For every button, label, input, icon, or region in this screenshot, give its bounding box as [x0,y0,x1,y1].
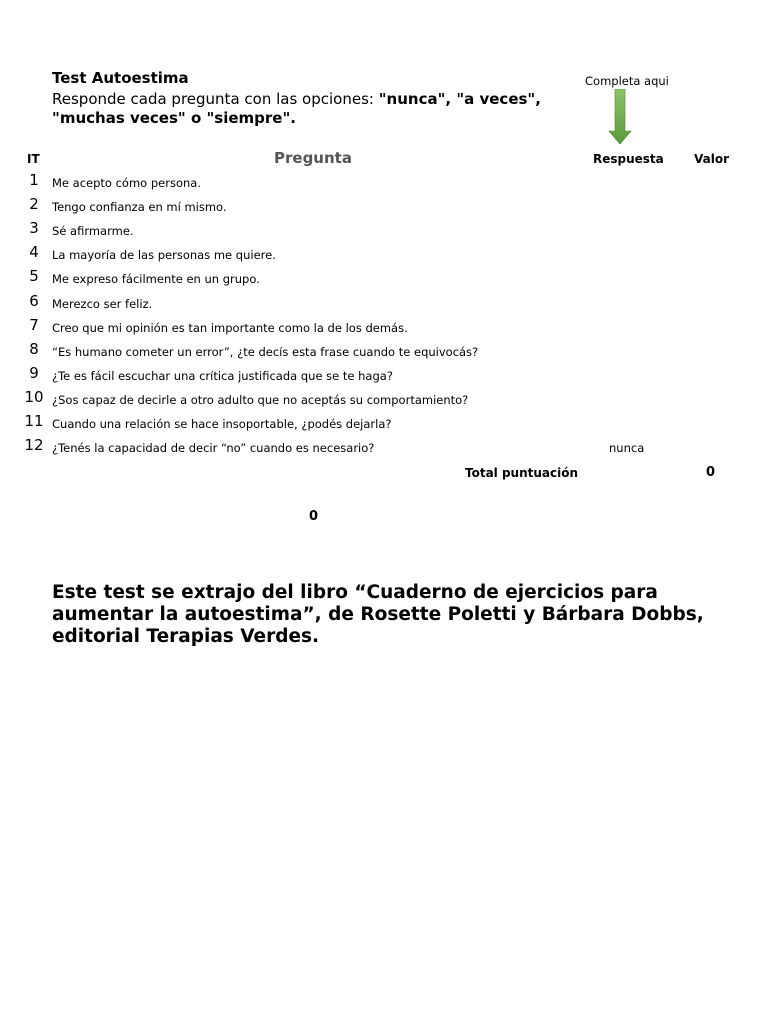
instruction-prefix: Responde cada pregunta con las opciones: [52,90,379,108]
row-number: 12 [24,436,44,455]
row-question: ¿Sos capaz de decirle a otro adulto que no aceptás su comportamiento? [52,392,469,407]
row-question: Tengo confianza en mí mismo. [52,200,227,215]
total-label: Total puntuación [465,466,579,480]
row-question: “Es humano cometer un error”, ¿te decís esta frase cuando te equivocás? [52,344,479,359]
page-title: Test Autoestima [52,69,189,87]
score-value: 0 [309,509,319,524]
down-arrow-icon [608,89,632,145]
row-number: 4 [29,243,39,262]
row-number: 11 [24,412,44,430]
total-value: 0 [706,465,716,480]
row-number: 9 [29,363,39,382]
down-arrow-shape [609,89,631,144]
row-question: Merezco ser feliz. [52,296,153,311]
instruction-text [52,90,572,128]
row-question: Me acepto cómo persona. [52,176,201,190]
row-number: 10 [24,387,44,406]
row-answer[interactable]: nunca [609,441,645,456]
row-number: 6 [29,291,39,310]
row-number: 3 [29,219,39,238]
instruction-options: "nunca", "a veces", "muchas veces" o "siempre". [52,90,541,127]
row-number: 2 [29,195,39,214]
source-note: Este test se extrajo del libro “Cuaderno de ejercicios para aumentar la autoestima”, de Rosette Poletti y Bárbara Dobbs, editorial Terapias Verdes. [52,582,704,647]
row-number: 1 [29,171,39,189]
header-it: IT [27,152,40,166]
header-respuesta: Respuesta [593,152,664,166]
row-question: Me expreso fácilmente en un grupo. [52,272,260,287]
row-question: Creo que mi opinión es tan importante como la de los demás. [52,320,408,335]
row-question: ¿Tenés la capacidad de decir “no” cuando es necesario? [52,441,375,456]
header-pregunta: Pregunta [274,149,352,167]
row-question: ¿Te es fácil escuchar una crítica justificada que se te haga? [52,368,393,383]
fill-hint-label: Completa aqui [585,74,669,88]
header-valor: Valor [694,152,730,166]
row-number: 8 [29,339,39,358]
row-question: Cuando una relación se hace insoportable, ¿podés dejarla? [52,417,392,431]
row-number: 5 [29,267,39,286]
row-question: La mayoría de las personas me quiere. [52,248,276,263]
row-question: Sé afirmarme. [52,224,134,239]
row-number: 7 [29,315,39,334]
